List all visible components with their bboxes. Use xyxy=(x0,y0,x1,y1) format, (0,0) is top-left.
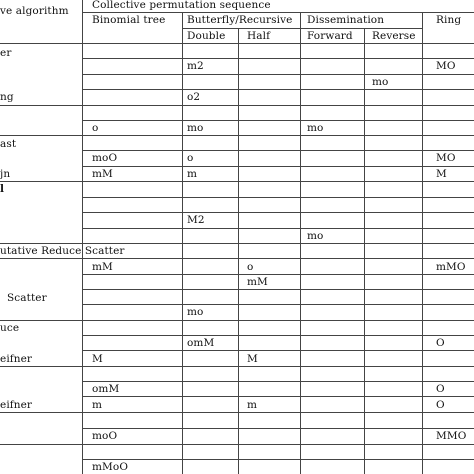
row-label-uce: uce xyxy=(0,322,20,334)
row-label-ng: ng xyxy=(0,91,14,103)
table-cell: o xyxy=(247,261,254,273)
table-cell: M xyxy=(92,353,103,365)
table-cell: m xyxy=(92,399,103,411)
header-reverse: Reverse xyxy=(372,30,416,42)
table-cell: mM xyxy=(92,261,113,273)
table-cell: MMO xyxy=(436,430,467,442)
table-cell: mM xyxy=(247,276,268,288)
table-cell: mMO xyxy=(436,261,466,273)
table-cell: o xyxy=(187,152,194,164)
row-label-scatter: Scatter xyxy=(7,292,47,304)
header-group-title: Collective permutation sequence xyxy=(92,0,271,11)
row-label-bold-mark: l xyxy=(0,183,5,195)
table-cell: moO xyxy=(92,152,118,164)
header-ring: Ring xyxy=(436,14,462,26)
table-cell: mMoO xyxy=(92,461,129,473)
header-double: Double xyxy=(187,30,226,42)
table-cell: O xyxy=(436,399,445,411)
table-cell: mo xyxy=(187,122,204,134)
table-cell: mo xyxy=(372,76,389,88)
table-cell: O xyxy=(436,383,445,395)
table-cell: M2 xyxy=(187,214,205,226)
table-cell: O xyxy=(436,337,445,349)
table-cell: mo xyxy=(307,230,324,242)
row-label-eifner-1: eifner xyxy=(0,353,33,365)
table-cell: MO xyxy=(436,152,456,164)
row-label-eifner-2: eifner xyxy=(0,399,33,411)
table-cell: mo xyxy=(307,122,324,134)
table-cell: m xyxy=(187,168,198,180)
table-cell: o xyxy=(92,122,99,134)
table-cell: MO xyxy=(436,60,456,72)
header-algorithm-label: ve algorithm xyxy=(0,5,69,17)
table-cell: m xyxy=(247,399,258,411)
row-label-er: er xyxy=(0,47,12,59)
table-cell: omM xyxy=(187,337,215,349)
table-cell: mo xyxy=(187,306,204,318)
header-binomial-tree: Binomial tree xyxy=(92,14,166,26)
table-cell: omM xyxy=(92,383,120,395)
row-label-jn: jn xyxy=(0,168,11,180)
header-half: Half xyxy=(247,30,271,42)
table-cell: M xyxy=(247,353,258,365)
table-cell: m2 xyxy=(187,60,204,72)
row-label-ast: ast xyxy=(0,138,17,150)
table-cell: M xyxy=(436,168,447,180)
header-dissemination: Dissemination xyxy=(307,14,385,26)
section-title-reduce-scatter: utative Reduce Scatter xyxy=(0,245,125,257)
table-cell: mM xyxy=(92,168,113,180)
header-forward: Forward xyxy=(307,30,353,42)
table-cell: o2 xyxy=(187,91,201,103)
header-butterfly-recursive: Butterfly/Recursive xyxy=(187,14,293,26)
table-cell: moO xyxy=(92,430,118,442)
